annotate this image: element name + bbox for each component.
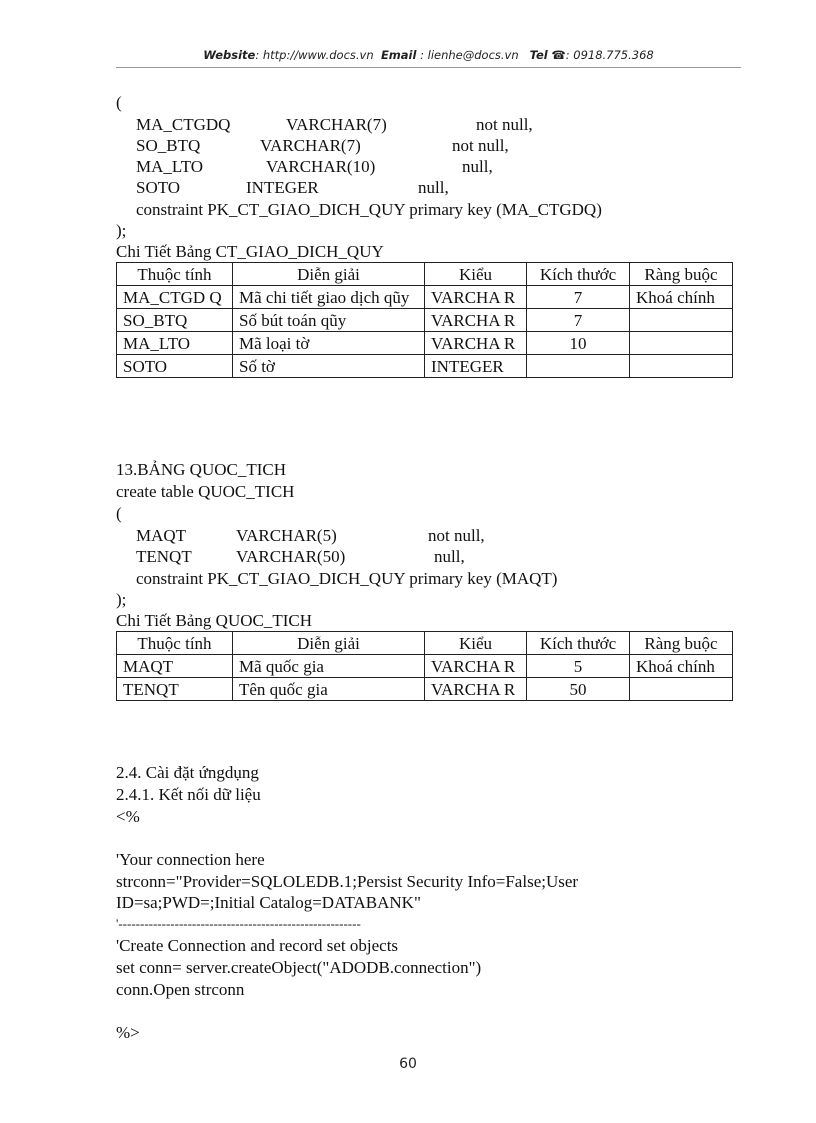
code-line: <%: [116, 807, 140, 826]
section24-subheading: 2.4.1. Kết nối dữ liệu: [116, 785, 261, 804]
table2-title: Chi Tiết Bảng QUOC_TICH: [116, 611, 312, 630]
section24-heading: 2.4. Cài đặt ứngdụng: [116, 763, 259, 782]
table-cell: VARCHA R: [425, 309, 527, 332]
page-header: [116, 48, 741, 62]
table-cell: 10: [527, 332, 630, 355]
table-cell: Mã quốc gia: [233, 655, 425, 678]
column-header: Kích thước: [527, 263, 630, 286]
table-row: [117, 309, 733, 332]
table-cell: SOTO: [117, 355, 233, 378]
table-row: [117, 332, 733, 355]
table-cell: Số tờ: [233, 355, 425, 378]
table-row: [117, 655, 733, 678]
header-divider: [116, 67, 741, 68]
table-cell: VARCHA R: [425, 655, 527, 678]
column-header: Diễn giải: [233, 632, 425, 655]
table-cell: [527, 355, 630, 378]
section13-create: create table QUOC_TICH: [116, 482, 295, 501]
table-cell: 7: [527, 309, 630, 332]
table-cell: Mã chi tiết giao dịch qũy: [233, 286, 425, 309]
table-header-row: [117, 263, 733, 286]
table-cell: Mã loại tờ: [233, 332, 425, 355]
column-header: Kích thước: [527, 632, 630, 655]
table1-title: Chi Tiết Bảng CT_GIAO_DICH_QUY: [116, 242, 384, 261]
table-row: [117, 355, 733, 378]
table-cell: 5: [527, 655, 630, 678]
table-cell: 7: [527, 286, 630, 309]
table-cell: VARCHA R: [425, 286, 527, 309]
table-cell: MA_LTO: [117, 332, 233, 355]
table-cell: [630, 678, 733, 701]
page-number: 60: [399, 1056, 417, 1072]
column-header: Thuộc tính: [117, 632, 233, 655]
ddl1-pk: constraint PK_CT_GIAO_DICH_QUY primary key (MA_CTGDQ): [136, 200, 602, 219]
website-label: Website: [203, 48, 256, 62]
website-value: : http://www.docs.vn: [255, 48, 374, 62]
table-cell: MA_CTGD Q: [117, 286, 233, 309]
section13-close: );: [116, 590, 127, 609]
table-cell: Số bút toán qũy: [233, 309, 425, 332]
table-cell: Khoá chính: [630, 286, 733, 309]
tel-value: : 0918.775.368: [565, 48, 654, 62]
code-line: conn.Open strconn: [116, 980, 245, 999]
column-header: Diễn giải: [233, 263, 425, 286]
email-label: Email: [380, 48, 417, 62]
column-header: Ràng buộc: [630, 632, 733, 655]
column-header: Kiểu: [425, 632, 527, 655]
code-line: 'Your connection here: [116, 850, 265, 869]
tel-label: Tel: [529, 48, 548, 62]
phone-icon: ☎: [551, 48, 566, 62]
table-cell: INTEGER: [425, 355, 527, 378]
code-line: %>: [116, 1023, 140, 1042]
column-header: Thuộc tính: [117, 263, 233, 286]
table-cell: [630, 332, 733, 355]
column-header: Ràng buộc: [630, 263, 733, 286]
column-header: Kiểu: [425, 263, 527, 286]
table-cell: 50: [527, 678, 630, 701]
code-line: ID=sa;PWD=;Initial Catalog=DATABANK": [116, 893, 421, 912]
code-line: strconn="Provider=SQLOLEDB.1;Persist Security Info=False;User: [116, 872, 579, 891]
table-cell: VARCHA R: [425, 332, 527, 355]
table-cell: MAQT: [117, 655, 233, 678]
table-cell: [630, 355, 733, 378]
table-row: [117, 286, 733, 309]
code-line: 'Create Connection and record set objects: [116, 936, 399, 955]
table-cell: [630, 309, 733, 332]
table-cell: SO_BTQ: [117, 309, 233, 332]
table-cell: TENQT: [117, 678, 233, 701]
code-line: '--------------------------------------------------------: [116, 916, 361, 931]
ddl1-open: (: [116, 93, 122, 112]
ddl1-close: );: [116, 221, 127, 240]
table-cell: Khoá chính: [630, 655, 733, 678]
table1: [116, 262, 733, 378]
table-cell: VARCHA R: [425, 678, 527, 701]
table-row: [117, 678, 733, 701]
section13-open: (: [116, 504, 122, 523]
table-header-row: [117, 632, 733, 655]
section13-heading: 13.BẢNG QUOC_TICH: [116, 460, 286, 479]
code-line: set conn= server.createObject("ADODB.connection"): [116, 958, 482, 977]
email-value: : lienhe@docs.vn: [420, 48, 519, 62]
ddl2-pk: constraint PK_CT_GIAO_DICH_QUY primary key (MAQT): [136, 569, 558, 588]
table2: [116, 631, 733, 701]
table-cell: Tên quốc gia: [233, 678, 425, 701]
